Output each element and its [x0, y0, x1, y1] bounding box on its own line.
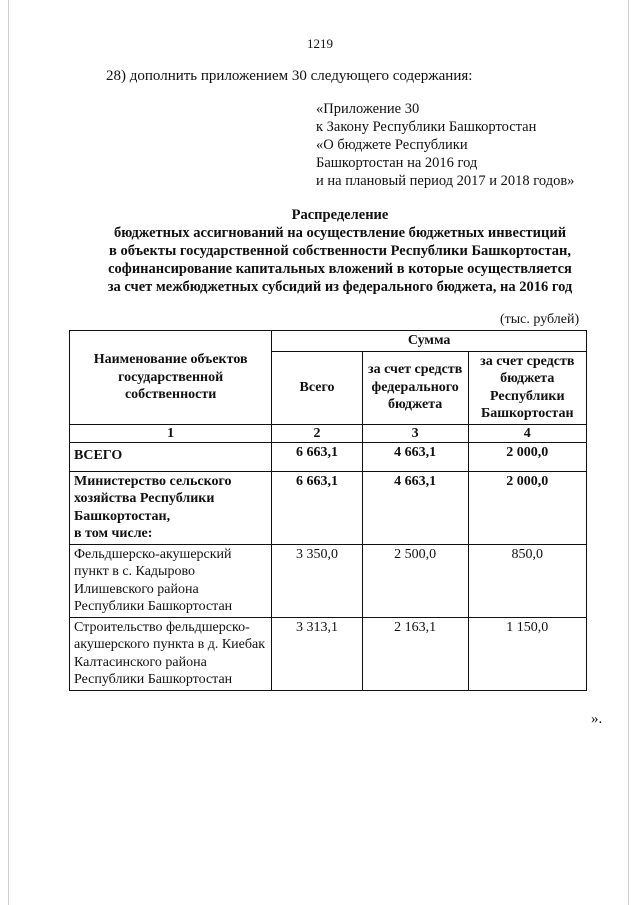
appendix-line: Башкортостан на 2016 год	[316, 155, 478, 171]
column-number-row	[70, 424, 587, 443]
row-name: Фельдшерско-акушерский пункт в с. Кадырово Илишевского района Республики Башкортостан	[70, 544, 272, 617]
header-federal: за счет средств федерального бюджета	[362, 351, 468, 424]
row-total: 3 350,0	[272, 544, 363, 617]
table-row	[70, 617, 587, 690]
row-name: Строительство фельдшерско-акушерского пункта в д. Киебак Калтасинского района Республики Башкортостан	[70, 617, 272, 690]
row-federal: 4 663,1	[362, 443, 468, 472]
title-line: в объекты государственной собственности Республики Башкортостан,	[109, 243, 571, 259]
header-name: Наименование объектов государственной собственности	[70, 331, 272, 425]
intro-paragraph: 28) дополнить приложением 30 следующего содержания:	[106, 68, 473, 84]
scan-margin-right	[628, 0, 629, 905]
row-federal: 2 163,1	[362, 617, 468, 690]
scan-margin-left	[8, 0, 9, 905]
row-regional: 1 150,0	[468, 617, 587, 690]
row-regional: 2 000,0	[468, 471, 587, 544]
title-line: за счет межбюджетных субсидий из федерального бюджета, на 2016 год	[107, 279, 573, 295]
header-regional: за счет средств бюджета Республики Башкортостан	[468, 351, 587, 424]
row-total: 6 663,1	[272, 443, 363, 472]
title-line: софинансирование капитальных вложений в которые осуществляется	[108, 261, 572, 277]
table-header-row	[70, 331, 587, 352]
row-total: 6 663,1	[272, 471, 363, 544]
appendix-line: «О бюджете Республики	[316, 137, 468, 153]
column-number: 3	[362, 424, 468, 443]
appendix-line: к Закону Республики Башкортостан	[316, 119, 537, 135]
row-name: ВСЕГО	[70, 443, 272, 472]
unit-label: (тыс. рублей)	[500, 312, 580, 327]
row-federal: 4 663,1	[362, 471, 468, 544]
table-row	[70, 471, 587, 544]
row-regional: 2 000,0	[468, 443, 587, 472]
title-line: бюджетных ассигнований на осуществление бюджетных инвестиций	[113, 225, 567, 241]
column-number: 1	[70, 424, 272, 443]
table-row	[70, 443, 587, 472]
table-row	[70, 544, 587, 617]
page-number: 1219	[307, 36, 333, 51]
row-regional: 850,0	[468, 544, 587, 617]
header-total: Всего	[272, 351, 363, 424]
appendix-reference	[316, 100, 574, 190]
title-line: Распределение	[291, 207, 389, 223]
document-title	[60, 206, 620, 296]
closing-quote: ».	[591, 711, 603, 727]
header-sum: Сумма	[272, 331, 587, 352]
appendix-line: «Приложение 30	[316, 101, 420, 117]
row-total: 3 313,1	[272, 617, 363, 690]
appendix-line: и на плановый период 2017 и 2018 годов»	[316, 173, 575, 189]
column-number: 4	[468, 424, 587, 443]
column-number: 2	[272, 424, 363, 443]
budget-table	[69, 330, 587, 691]
row-federal: 2 500,0	[362, 544, 468, 617]
row-name-line: в том числе:	[74, 526, 153, 541]
row-name-line: Министерство сельского хозяйства Республики Башкортостан,	[74, 473, 232, 524]
row-name	[70, 471, 272, 544]
